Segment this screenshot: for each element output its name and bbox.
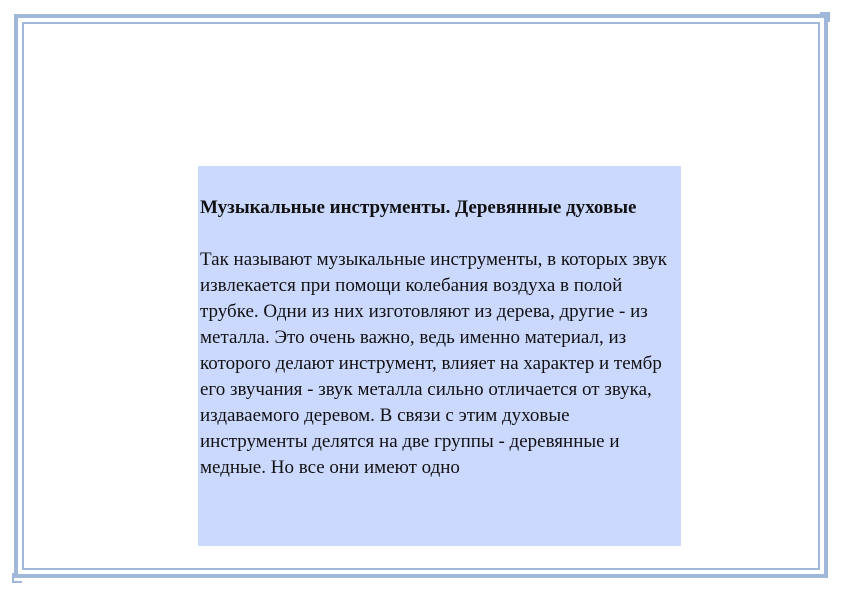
document-body: Так называют музыкальные инструменты, в которых звук извлекается при помощи колебания воздуха в полой трубке. Одни из них изготовляют из дерева, другие - из металла. Это очень важно, ведь именно материал, из которого делают инструмент, влияет на характер и тембр его звучания - звук металла сильно отличается от звука, издаваемого деревом. В связи с этим духовые инструменты делятся на две группы - деревянные и медные. Но все они имеют одно [200, 249, 668, 478]
document-title: Музыкальные инструменты. Деревянные духовые [200, 197, 637, 218]
text-box [198, 166, 681, 546]
